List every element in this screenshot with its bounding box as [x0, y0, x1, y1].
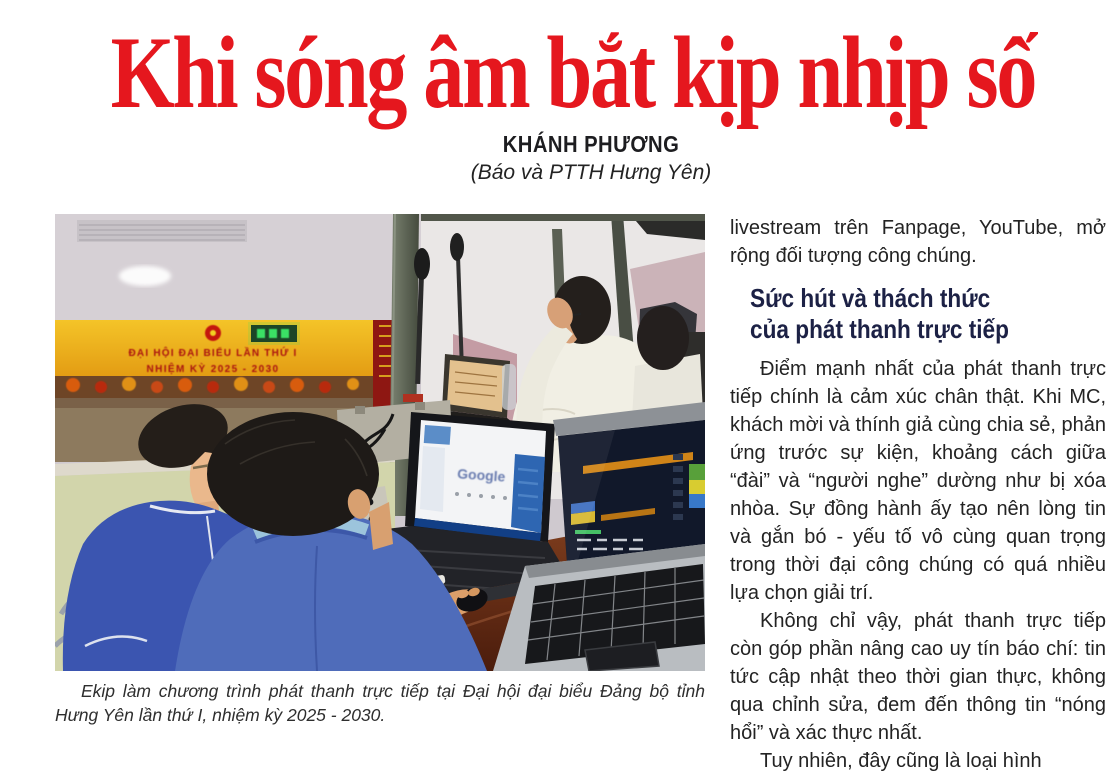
body-paragraph-clipped: Tuy nhiên, đây cũng là loại hình: [760, 750, 1042, 773]
section-heading-line2: của phát thanh trực tiếp: [750, 314, 1009, 345]
body-paragraph: Điểm mạnh nhất của phát thanh trực tiếp chính là cảm xúc chân thật. Khi MC, khách mời và thính giả cùng chia sẻ, phản ứng trước sự kiện, khoảng cách giữa “đài” và “người nghe” dường như bị xóa nhòa. Sự đồng hành ấy tạo nên lòng tin và gắn bó - yếu tố vô cùng quan trọng trong thời đại công chúng có quá nhiều lựa chọn giải trí.: [730, 358, 1106, 605]
photo-caption: Ekip làm chương trình phát thanh trực tiếp tại Đại hội đại biểu Đảng bộ tỉnh Hưng Yên lần thứ I, nhiệm kỳ 2025 - 2030.: [55, 681, 705, 726]
article-title: Khi sóng âm bắt kịp nhịp số: [110, 16, 1036, 130]
water-bottle: [502, 364, 516, 410]
newspaper-page: [0, 16, 1106, 773]
section-heading: [730, 283, 1106, 345]
body-paragraph: Không chỉ vậy, phát thanh trực tiếp còn góp phần nâng cao uy tín báo chí: tin tức cập nhật theo thời gian thực, không qua chỉnh sửa, đem đến thông tin “nóng hổi” và xác thực nhất.: [730, 610, 1106, 745]
ceiling-light: [119, 266, 171, 286]
foreground-man-head: [207, 412, 379, 536]
byline: [38, 131, 1106, 185]
section-heading-line1: Sức hút và thách thức: [750, 283, 991, 314]
right-column: [730, 214, 1106, 775]
exit-sign: [248, 322, 300, 345]
article-figure: [55, 214, 705, 727]
author-affiliation: (Báo và PTTH Hưng Yên): [470, 161, 712, 185]
ceiling-vent: [77, 220, 247, 242]
author-name: KHÁNH PHƯƠNG: [502, 131, 680, 158]
banner-line1: ĐẠI HỘI ĐẠI BIỂU LẦN THỨ I: [128, 348, 298, 360]
article-body: [0, 214, 1106, 775]
banner-line2: NHIỆM KỲ 2025 - 2030: [146, 364, 280, 376]
woman-head: [637, 306, 689, 370]
article-photo: [55, 214, 705, 671]
paragraph-continuation: livestream trên Fanpage, YouTube, mở rộng đối tượng công chúng.: [730, 217, 1106, 268]
google-logo: Google: [456, 465, 506, 485]
